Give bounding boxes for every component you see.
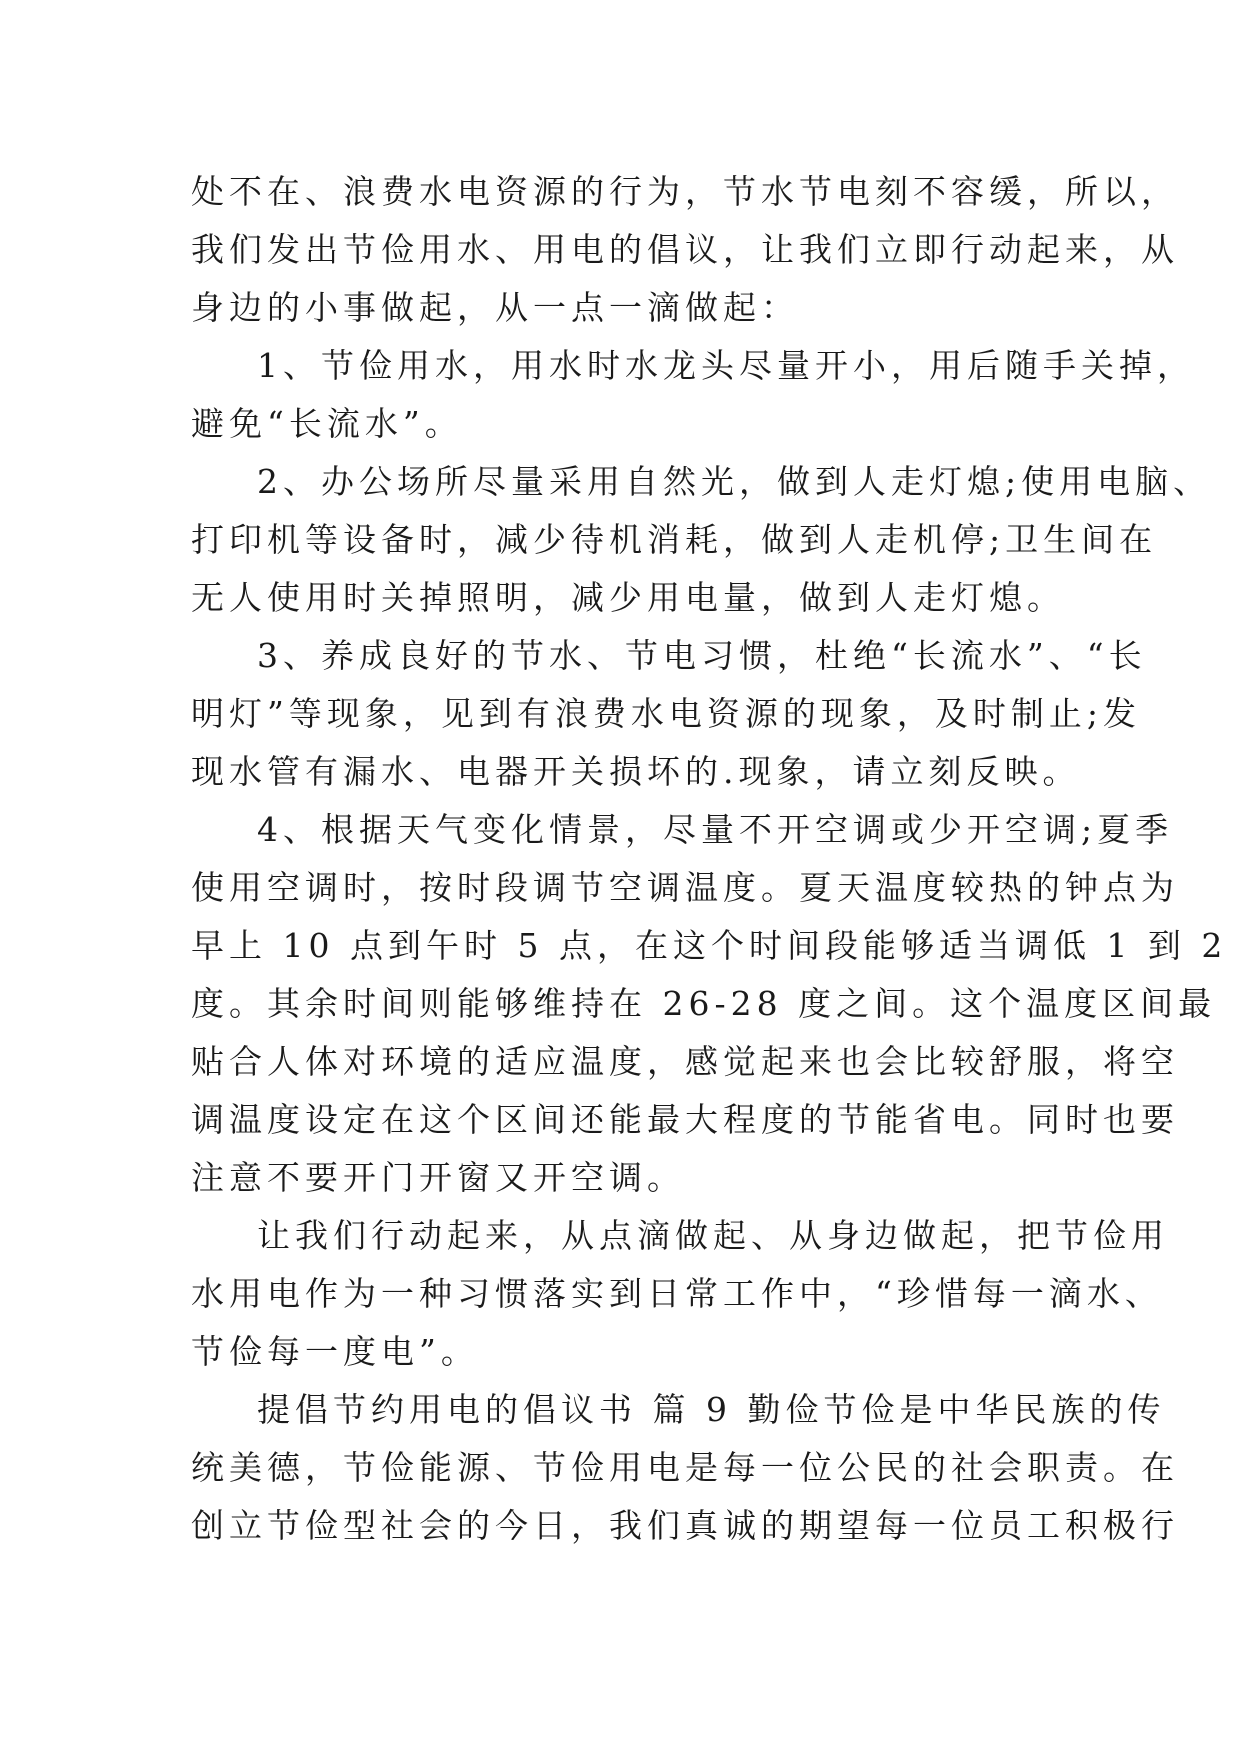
text-line: 提倡节约用电的倡议书 篇 9 勤俭节俭是中华民族的传	[257, 1390, 1166, 1429]
text-line: 让我们行动起来，从点滴做起、从身边做起，把节俭用	[257, 1216, 1169, 1255]
text-line: 4、根据天气变化情景，尽量不开空调或少开空调;夏季	[257, 810, 1174, 849]
text-line: 调温度设定在这个区间还能最大程度的节能省电。同时也要	[191, 1100, 1179, 1139]
text-line: 打印机等设备时，减少待机消耗，做到人走机停;卫生间在	[191, 520, 1158, 559]
text-line: 避免“长流水”。	[191, 404, 463, 443]
body-text	[191, 163, 1228, 1555]
text-line: 水用电作为一种习惯落实到日常工作中，“珍惜每一滴水、	[191, 1274, 1163, 1313]
text-line: 统美德，节俭能源、节俭用电是每一位公民的社会职责。在	[191, 1448, 1179, 1487]
text-line: 3、养成良好的节水、节电习惯，杜绝“长流水”、“长	[257, 636, 1147, 675]
text-line: 我们发出节俭用水、用电的倡议，让我们立即行动起来，从	[191, 230, 1179, 269]
text-line: 2、办公场所尽量采用自然光，做到人走灯熄;使用电脑、	[257, 462, 1212, 501]
text-line: 处不在、浪费水电资源的行为，节水节电刻不容缓，所以，	[191, 172, 1179, 211]
text-line: 现水管有漏水、电器开关损坏的.现象，请立刻反映。	[191, 752, 1081, 791]
text-line: 身边的小事做起，从一点一滴做起：	[191, 288, 799, 327]
text-line: 度。其余时间则能够维持在 26-28 度之间。这个温度区间最	[191, 984, 1217, 1023]
text-line: 无人使用时关掉照明，减少用电量，做到人走灯熄。	[191, 578, 1065, 617]
text-line: 1、节俭用水，用水时水龙头尽量开小，用后随手关掉，	[257, 346, 1195, 385]
text-line: 早上 10 点到午时 5 点，在这个时间段能够适当调低 1 到 2	[191, 926, 1228, 965]
text-line: 注意不要开门开窗又开空调。	[191, 1158, 685, 1197]
text-line: 节俭每一度电”。	[191, 1332, 479, 1371]
text-line: 使用空调时，按时段调节空调温度。夏天温度较热的钟点为	[191, 868, 1179, 907]
text-line: 创立节俭型社会的今日，我们真诚的期望每一位员工积极行	[191, 1506, 1179, 1545]
text-line: 贴合人体对环境的适应温度，感觉起来也会比较舒服，将空	[191, 1042, 1179, 1081]
text-line: 明灯”等现象，见到有浪费水电资源的现象，及时制止;发	[191, 694, 1141, 733]
